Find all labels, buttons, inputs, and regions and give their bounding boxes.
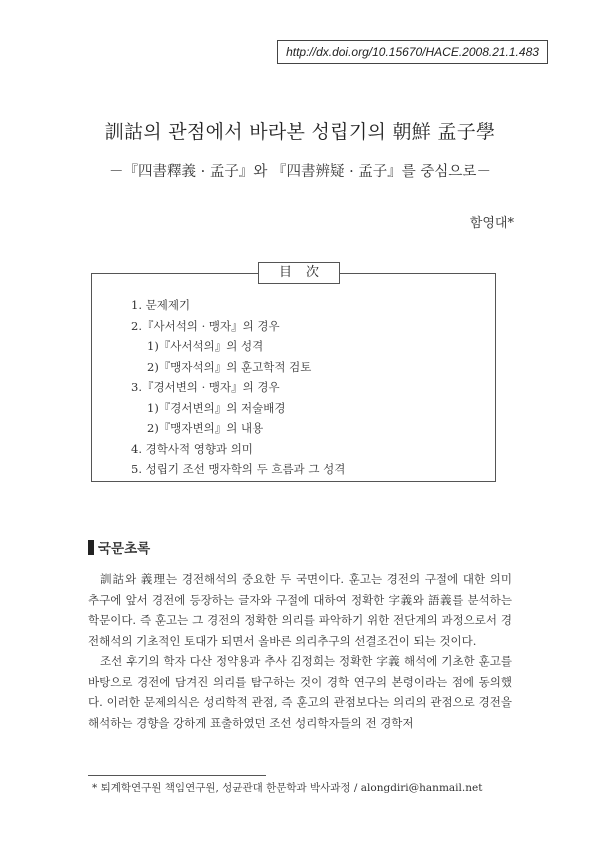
- author-name: 함영대*: [469, 216, 514, 231]
- toc-subitem: 2)『맹자변의』의 내용: [147, 421, 264, 435]
- paper-title: 訓詁의 관점에서 바라본 성립기의 朝鮮 孟子學: [104, 121, 496, 143]
- toc-subitem: 2)『맹자석의』의 훈고학적 검토: [147, 359, 312, 374]
- doi-link[interactable]: http://dx.doi.org/10.15670/HACE.2008.21.1.483: [277, 40, 548, 64]
- section-heading-text: 국문초록: [98, 541, 151, 557]
- toc-item: 1. 문제제기: [131, 298, 191, 312]
- paper-subtitle: －『四書釋義 · 孟子』와 『四書辨疑 · 孟子』를 중심으로－: [109, 164, 491, 180]
- section-marker: [88, 540, 94, 555]
- toc-item: 4. 경학사적 영향과 의미: [131, 441, 253, 456]
- toc-heading: 目次: [258, 262, 340, 284]
- section-heading: [88, 537, 150, 557]
- toc-item: 3.『경서변의 · 맹자』의 경우: [131, 380, 280, 394]
- toc-item: 2.『사서석의 · 맹자』의 경우: [131, 318, 280, 333]
- footnote-rule: [88, 775, 266, 776]
- abstract-paragraph: 조선 후기의 학자 다산 정약용과 추사 김정희는 정확한 字義 해석에 기초한 훈고를 바탕으로 경전에 담겨진 의리를 탐구하는 것이 경학 연구의 본령이라는 점에 동의했다. 이러한 문제의식은 성리학적 관점, 즉 훈고의 관점보다는 의리의 관점으로 경전을 해석하는 경향을 강하게 표출하였던 조선 성리학자들의 전 경학저: [88, 654, 512, 730]
- toc-item: 5. 성립기 조선 맹자학의 두 흐름과 그 성격: [131, 462, 346, 476]
- author-footnote: * 퇴계학연구원 책임연구원, 성균관대 한문학과 박사과정 / alongdiri@hanmail.net: [92, 782, 483, 794]
- toc-subitem: 1)『경서변의』의 저술배경: [147, 400, 286, 415]
- toc-list: [131, 295, 345, 480]
- abstract-paragraph: 訓詁와 義理는 경전해석의 중요한 두 국면이다. 훈고는 경전의 구절에 대한 의미 추구에 앞서 경전에 등장하는 글자와 구절에 대하여 정확한 字義와 語義를 분석하는 학문이다. 즉 훈고는 그 경전의 정확한 의리를 파악하기 위한 전단계의 과정으로서 경전해석의 기초적인 토대가 되면서 올바른 의리추구의 선결조건이 되는 것이다.: [88, 572, 512, 648]
- toc-subitem: 1)『사서석의』의 성격: [147, 339, 264, 353]
- abstract-body: [88, 569, 512, 733]
